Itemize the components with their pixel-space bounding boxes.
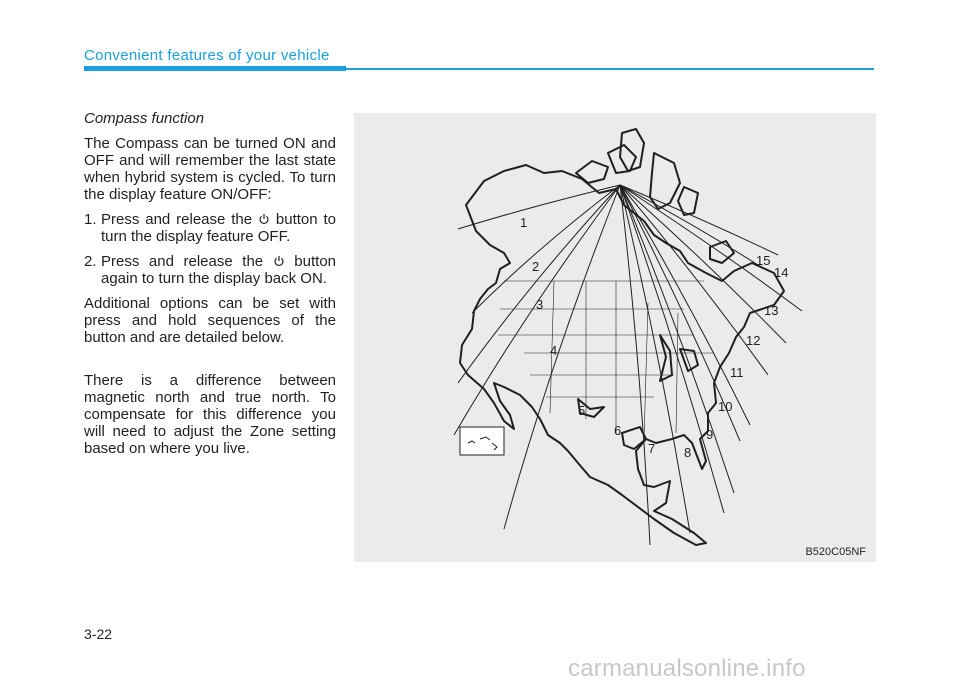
additional-paragraph: Additional options can be set with press and hold sequences of the button and are detailed below. bbox=[84, 295, 336, 346]
zone-label: 1 bbox=[520, 215, 528, 230]
north-america-map bbox=[354, 113, 876, 562]
hawaii-inset bbox=[460, 427, 504, 455]
text-column bbox=[84, 110, 336, 465]
zone-label: 4 bbox=[550, 343, 558, 358]
header-title: Convenient features of your vehicle bbox=[84, 47, 330, 64]
step-text: Press and release the button again to turn the display back ON. bbox=[101, 253, 337, 287]
zone-line bbox=[504, 185, 620, 529]
zone-label: 3 bbox=[536, 297, 544, 312]
zone-label: 8 bbox=[684, 445, 692, 460]
zone-line bbox=[620, 185, 650, 545]
zone-lines bbox=[454, 185, 802, 545]
zone-label: 5 bbox=[578, 403, 586, 418]
power-button-icon bbox=[258, 213, 270, 225]
zone-label: 11 bbox=[730, 365, 744, 380]
zone-line bbox=[458, 185, 620, 229]
step-number: 1. bbox=[84, 211, 97, 228]
section-title: Compass function bbox=[84, 110, 205, 127]
zone-label: 13 bbox=[764, 303, 779, 318]
header-bar bbox=[84, 66, 346, 71]
compass-zone-map bbox=[354, 113, 876, 562]
figure-code: B520C05NF bbox=[805, 546, 866, 558]
zone-label: 15 bbox=[756, 253, 771, 268]
difference-paragraph: There is a difference between magnetic north and true north. To compensate for this difference you will need to adjust the Zone setting based on where you live. bbox=[84, 372, 336, 457]
state-borders bbox=[498, 281, 714, 441]
zone-label: 2 bbox=[532, 259, 540, 274]
step-number: 2. bbox=[84, 253, 97, 270]
zone-label: 9 bbox=[706, 427, 714, 442]
intro-paragraph: The Compass can be turned ON and OFF and will remember the last state when hybrid system is cycled. To turn the display feature ON/OFF: bbox=[84, 135, 336, 203]
zone-label: 14 bbox=[774, 265, 789, 280]
page-number: 3-22 bbox=[84, 626, 113, 642]
zone-label: 10 bbox=[718, 399, 733, 414]
step-2 bbox=[84, 253, 336, 287]
header-rule bbox=[346, 68, 874, 70]
zone-line bbox=[620, 185, 690, 533]
power-button-icon bbox=[273, 255, 285, 267]
step-text: Press and release the button to turn the display feature OFF. bbox=[101, 211, 337, 245]
zone-label: 12 bbox=[746, 333, 761, 348]
zone-label: 7 bbox=[648, 441, 656, 456]
step-1 bbox=[84, 211, 336, 245]
zone-label: 6 bbox=[614, 423, 622, 438]
watermark: carmanualsonline.info bbox=[568, 655, 806, 682]
